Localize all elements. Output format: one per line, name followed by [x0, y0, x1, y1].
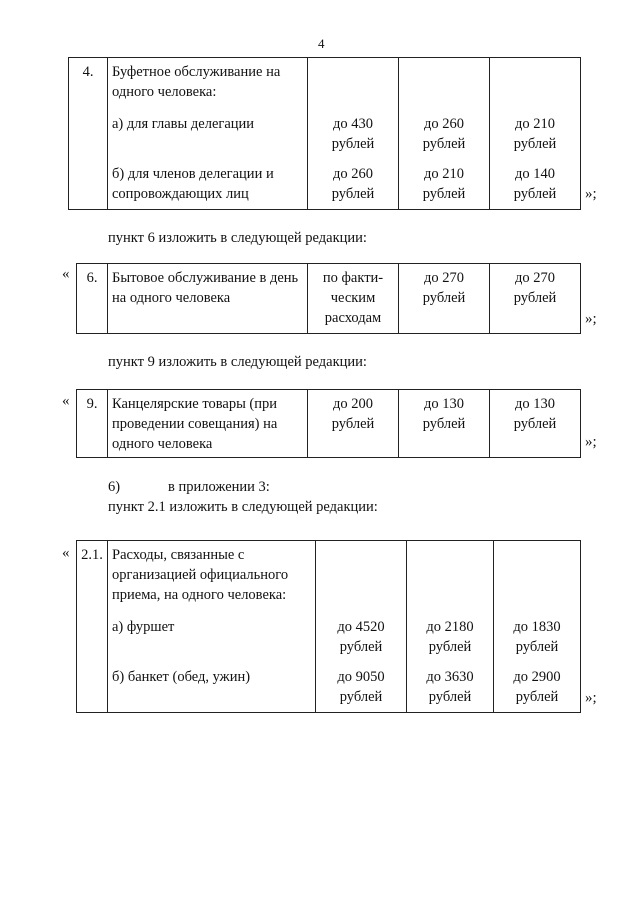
limit-value: до 4520: [337, 619, 385, 635]
row-number: 9.: [77, 390, 108, 458]
limit-unit: рублей: [331, 416, 375, 432]
limit-value: до 210: [423, 166, 464, 182]
description-line: Бытовое обслуживание в день: [112, 270, 299, 286]
subitem-label: б) для членов делегации и: [112, 166, 274, 182]
limit-unit: рублей: [515, 639, 559, 655]
row-description: [108, 264, 308, 334]
opening-quote: «: [62, 266, 70, 282]
paragraph: пункт 2.1 изложить в следующей редакции:: [108, 499, 378, 515]
limit-value: ческим: [330, 290, 376, 306]
limit-value: до 200: [332, 396, 373, 412]
limit-cell: [490, 58, 581, 210]
limit-unit: рублей: [331, 136, 375, 152]
limit-value: до 260: [423, 116, 464, 132]
limit-unit: рублей: [422, 290, 466, 306]
description-line: одного человека: [112, 436, 213, 452]
limit-unit: рублей: [513, 290, 557, 306]
paragraph: пункт 9 изложить в следующей редакции:: [108, 354, 367, 370]
opening-quote: «: [62, 545, 70, 561]
closing-quote: »;: [585, 311, 597, 327]
row-description: [108, 390, 308, 458]
limit-unit: рублей: [422, 186, 466, 202]
title-line: одного человека:: [112, 84, 217, 100]
limit-cell: [316, 541, 407, 713]
table-office-supplies: [76, 389, 581, 458]
closing-quote: »;: [585, 690, 597, 706]
row-number: 4.: [69, 58, 108, 210]
list-item-number: 6): [108, 479, 121, 495]
limit-unit: рублей: [515, 689, 559, 705]
limit-value: до 130: [423, 396, 464, 412]
description-line: на одного человека: [112, 290, 231, 306]
limit-value: до 210: [514, 116, 555, 132]
subitem-label: сопровождающих лиц: [112, 186, 249, 202]
row-number: 6.: [77, 264, 108, 334]
limit-cell: [407, 541, 494, 713]
limit-cell: [490, 264, 581, 334]
description-line: Канцелярские товары (при: [112, 396, 278, 412]
limit-value: до 2180: [426, 619, 474, 635]
limit-value: расходам: [324, 310, 382, 326]
description-line: проведении совещания) на: [112, 416, 278, 432]
title-line: приема, на одного человека:: [112, 587, 287, 603]
limit-unit: рублей: [428, 689, 472, 705]
limit-value: до 430: [332, 116, 373, 132]
limit-unit: рублей: [339, 689, 383, 705]
limit-cell: [308, 58, 399, 210]
title-line: организацией официального: [112, 567, 289, 583]
limit-value: по факти-: [322, 270, 384, 286]
table-household-service: [76, 263, 581, 334]
limit-unit: рублей: [428, 639, 472, 655]
limit-value: до 1830: [513, 619, 561, 635]
limit-value: до 270: [514, 270, 555, 286]
subitem-label: б) банкет (обед, ужин): [112, 669, 251, 685]
opening-quote: «: [62, 393, 70, 409]
limit-unit: рублей: [422, 416, 466, 432]
limit-unit: рублей: [331, 186, 375, 202]
limit-cell: [308, 264, 399, 334]
limit-cell: [399, 390, 490, 458]
limit-value: до 140: [514, 166, 555, 182]
row-description: [108, 541, 316, 713]
subitem-label: а) для главы делегации: [112, 116, 255, 132]
limit-value: до 9050: [337, 669, 385, 685]
limit-value: до 2900: [513, 669, 561, 685]
closing-quote: »;: [585, 434, 597, 450]
limit-unit: рублей: [339, 639, 383, 655]
list-item-text: в приложении 3:: [168, 479, 270, 495]
limit-unit: рублей: [513, 416, 557, 432]
limit-value: до 130: [514, 396, 555, 412]
subitem-label: а) фуршет: [112, 619, 175, 635]
page-number: 4: [318, 36, 325, 51]
limit-value: до 3630: [426, 669, 474, 685]
paragraph: пункт 6 изложить в следующей редакции:: [108, 230, 367, 246]
limit-unit: рублей: [422, 136, 466, 152]
limit-unit: рублей: [513, 136, 557, 152]
closing-quote: »;: [585, 186, 597, 202]
row-description: [108, 58, 308, 210]
row-number: 2.1.: [77, 541, 108, 713]
limit-cell: [490, 390, 581, 458]
limit-cell: [494, 541, 581, 713]
limit-value: до 270: [423, 270, 464, 286]
limit-cell: [308, 390, 399, 458]
title-line: Расходы, связанные с: [112, 547, 245, 563]
limit-cell: [399, 264, 490, 334]
limit-unit: рублей: [513, 186, 557, 202]
title-line: Буфетное обслуживание на: [112, 64, 281, 80]
table-official-reception: [76, 540, 581, 713]
limit-cell: [399, 58, 490, 210]
table-buffet-service: [68, 57, 581, 210]
limit-value: до 260: [332, 166, 373, 182]
